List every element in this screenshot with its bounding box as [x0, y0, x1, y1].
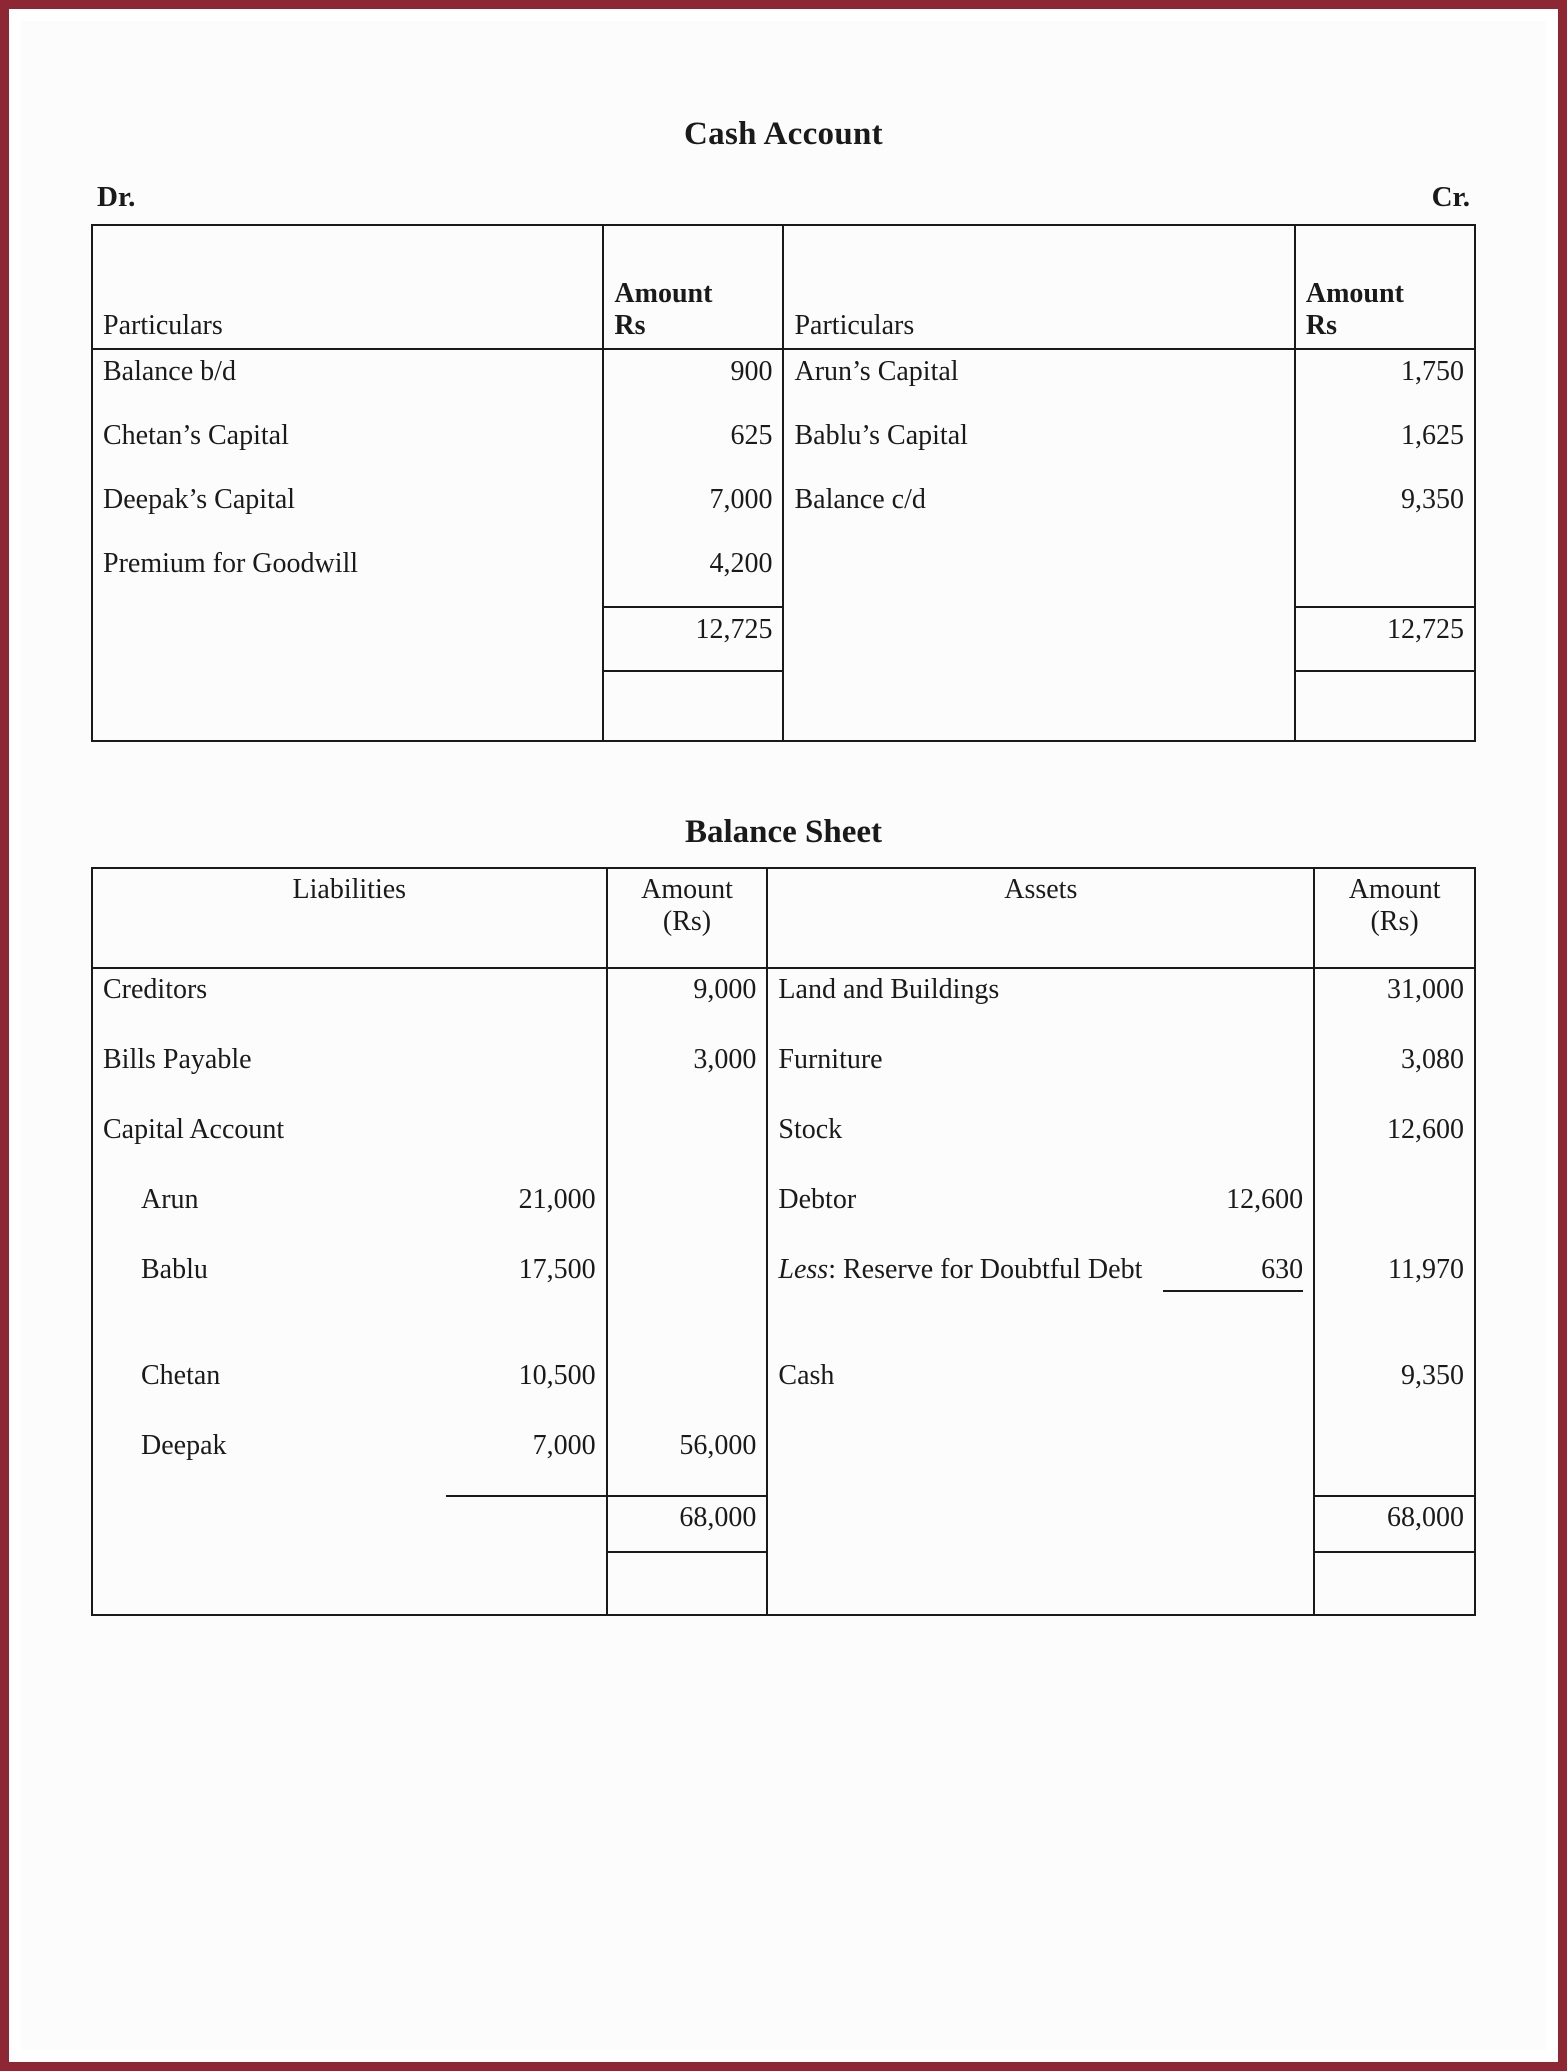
bs-total-rule-ast	[1153, 1496, 1314, 1552]
bs-asset-sub	[1153, 1425, 1314, 1496]
bs-liability-sub: 17,500	[518, 1254, 596, 1285]
table-row	[92, 1039, 1475, 1109]
header-amount-right	[1295, 225, 1475, 349]
cash-credit-particulars: Bablu’s Capital	[783, 414, 1294, 478]
bs-asset: Cash	[767, 1355, 1153, 1425]
cr-label: Cr.	[1431, 181, 1470, 213]
balance-sheet-table	[91, 867, 1476, 1616]
subtotal-rule	[1163, 1290, 1303, 1292]
table-row	[92, 968, 1475, 1039]
bs-liability-sub: 21,000	[518, 1184, 596, 1215]
cash-credit-total: 12,725	[1295, 607, 1475, 671]
cash-debit-amount: 4,200	[603, 542, 783, 607]
bs-header-rs-lia: (Rs)	[662, 906, 712, 937]
bs-liability-amount	[607, 1179, 768, 1249]
bs-liability-amount	[607, 1249, 768, 1355]
closing-left	[92, 671, 603, 741]
bs-asset: Land and Buildings	[767, 968, 1153, 1039]
bs-total-spacer-ast	[767, 1496, 1153, 1552]
cash-debit-amount: 625	[603, 414, 783, 478]
bs-liability-amount	[607, 1355, 768, 1425]
table-header-row	[92, 225, 1475, 349]
bs-asset-amount: 3,080	[1314, 1039, 1475, 1109]
bs-closing-lia-sub	[446, 1552, 607, 1615]
table-row	[92, 1425, 1475, 1496]
table-row	[92, 542, 1475, 607]
bs-liability: Bablu	[92, 1249, 446, 1355]
bs-asset-amount	[1314, 1425, 1475, 1496]
bs-total-rule-lia	[446, 1496, 607, 1552]
cash-credit-particulars: Balance c/d	[783, 478, 1294, 542]
bs-liability-amount: 9,000	[607, 968, 768, 1039]
totals-row	[92, 607, 1475, 671]
bs-total-assets: 68,000	[1314, 1496, 1475, 1552]
bs-liability-sub: 7,000	[532, 1430, 596, 1461]
bs-asset-prefix: Less	[778, 1254, 829, 1285]
cash-account-table	[91, 224, 1476, 742]
bs-header-amount-liabilities	[607, 868, 768, 968]
bs-liability-sub	[446, 1109, 607, 1179]
bs-liability-amount	[607, 1109, 768, 1179]
bs-header-amount-word-lia: Amount	[641, 874, 733, 905]
bs-liability-amount: 3,000	[607, 1039, 768, 1109]
header-rs-left: Rs	[614, 310, 646, 341]
bs-total-spacer-lia	[92, 1496, 446, 1552]
header-amount-left	[603, 225, 783, 349]
bs-closing-ast-amount	[1314, 1552, 1475, 1615]
table-row	[92, 1249, 1475, 1355]
bs-asset-amount: 9,350	[1314, 1355, 1475, 1425]
bs-totals-row	[92, 1496, 1475, 1552]
closing-left-amount	[603, 671, 783, 741]
cash-debit-particulars: Chetan’s Capital	[92, 414, 603, 478]
bs-asset-sub	[1153, 1109, 1314, 1179]
bs-closing-ast	[767, 1552, 1153, 1615]
cash-debit-particulars: Premium for Goodwill	[92, 542, 603, 607]
table-row	[92, 349, 1475, 414]
bs-liability: Arun	[92, 1179, 446, 1249]
bs-asset: Debtor	[767, 1179, 1153, 1249]
cash-credit-amount: 1,625	[1295, 414, 1475, 478]
closing-row	[92, 671, 1475, 741]
table-row	[92, 1355, 1475, 1425]
cash-credit-particulars	[783, 542, 1294, 607]
bs-closing-ast-sub	[1153, 1552, 1314, 1615]
bs-header-rs-ast: (Rs)	[1370, 906, 1419, 937]
bs-asset-sub-value: 630	[1261, 1254, 1304, 1285]
bs-asset-amount: 31,000	[1314, 968, 1475, 1039]
bs-asset-amount: 12,600	[1314, 1109, 1475, 1179]
table-row	[92, 1179, 1475, 1249]
bs-liability-sub	[446, 1039, 607, 1109]
bs-closing-lia-amount	[607, 1552, 768, 1615]
closing-right	[783, 671, 1294, 741]
cash-debit-total: 12,725	[603, 607, 783, 671]
table-row	[92, 478, 1475, 542]
bs-asset-sub	[1153, 1249, 1314, 1355]
bs-asset-sub	[1153, 1039, 1314, 1109]
cash-debit-particulars: Balance b/d	[92, 349, 603, 414]
bs-liability-amount: 56,000	[607, 1425, 768, 1496]
dr-label: Dr.	[97, 181, 136, 213]
balance-sheet-title: Balance Sheet	[684, 814, 883, 850]
dr-cr-row	[91, 181, 1476, 224]
bs-liability-sub	[446, 968, 607, 1039]
bs-closing-lia	[92, 1552, 446, 1615]
cash-credit-particulars: Arun’s Capital	[783, 349, 1294, 414]
bs-asset	[767, 1425, 1153, 1496]
totals-spacer-right	[783, 607, 1294, 671]
bs-header-amount-word-ast: Amount	[1348, 874, 1441, 905]
header-rs-right: Rs	[1305, 310, 1338, 341]
table-row	[92, 414, 1475, 478]
bs-liability: Bills Payable	[92, 1039, 446, 1109]
bs-header-assets: Assets	[767, 868, 1314, 968]
bs-liability-sub: 10,500	[518, 1360, 596, 1391]
cash-credit-amount: 9,350	[1295, 478, 1475, 542]
cash-debit-particulars: Deepak’s Capital	[92, 478, 603, 542]
header-particulars-left: Particulars	[92, 225, 603, 349]
cash-credit-amount: 1,750	[1295, 349, 1475, 414]
table-row	[92, 1109, 1475, 1179]
bs-liability: Chetan	[92, 1355, 446, 1425]
bs-asset-sub: 12,600	[1226, 1184, 1304, 1215]
bs-asset-sub	[1153, 968, 1314, 1039]
cash-debit-amount: 900	[603, 349, 783, 414]
bs-asset-amount: 11,970	[1314, 1249, 1475, 1355]
balance-sheet-header-row	[92, 868, 1475, 968]
totals-spacer-left	[92, 607, 603, 671]
bs-asset-sub	[1153, 1355, 1314, 1425]
bs-liability: Creditors	[92, 968, 446, 1039]
bs-liability: Deepak	[92, 1425, 446, 1496]
document-content	[21, 21, 1546, 2050]
header-amount-right-word: Amount	[1305, 278, 1404, 309]
closing-right-amount	[1295, 671, 1475, 741]
cash-account-title: Cash Account	[684, 116, 883, 152]
bs-liability: Capital Account	[92, 1109, 446, 1179]
bs-asset-amount	[1314, 1179, 1475, 1249]
bs-header-liabilities: Liabilities	[92, 868, 607, 968]
page-surface	[18, 18, 1549, 2053]
header-amount-left-word: Amount	[614, 278, 713, 309]
bs-asset: Furniture	[767, 1039, 1153, 1109]
bs-header-amount-assets	[1314, 868, 1475, 968]
bs-asset: Stock	[767, 1109, 1153, 1179]
bs-asset	[767, 1249, 1153, 1355]
header-particulars-right: Particulars	[783, 225, 1294, 349]
cash-credit-amount	[1295, 542, 1475, 607]
bs-closing-row	[92, 1552, 1475, 1615]
cash-debit-amount: 7,000	[603, 478, 783, 542]
bs-asset-text: : Reserve for Doubtful Debt	[828, 1254, 1143, 1285]
bs-total-liabilities: 68,000	[607, 1496, 768, 1552]
